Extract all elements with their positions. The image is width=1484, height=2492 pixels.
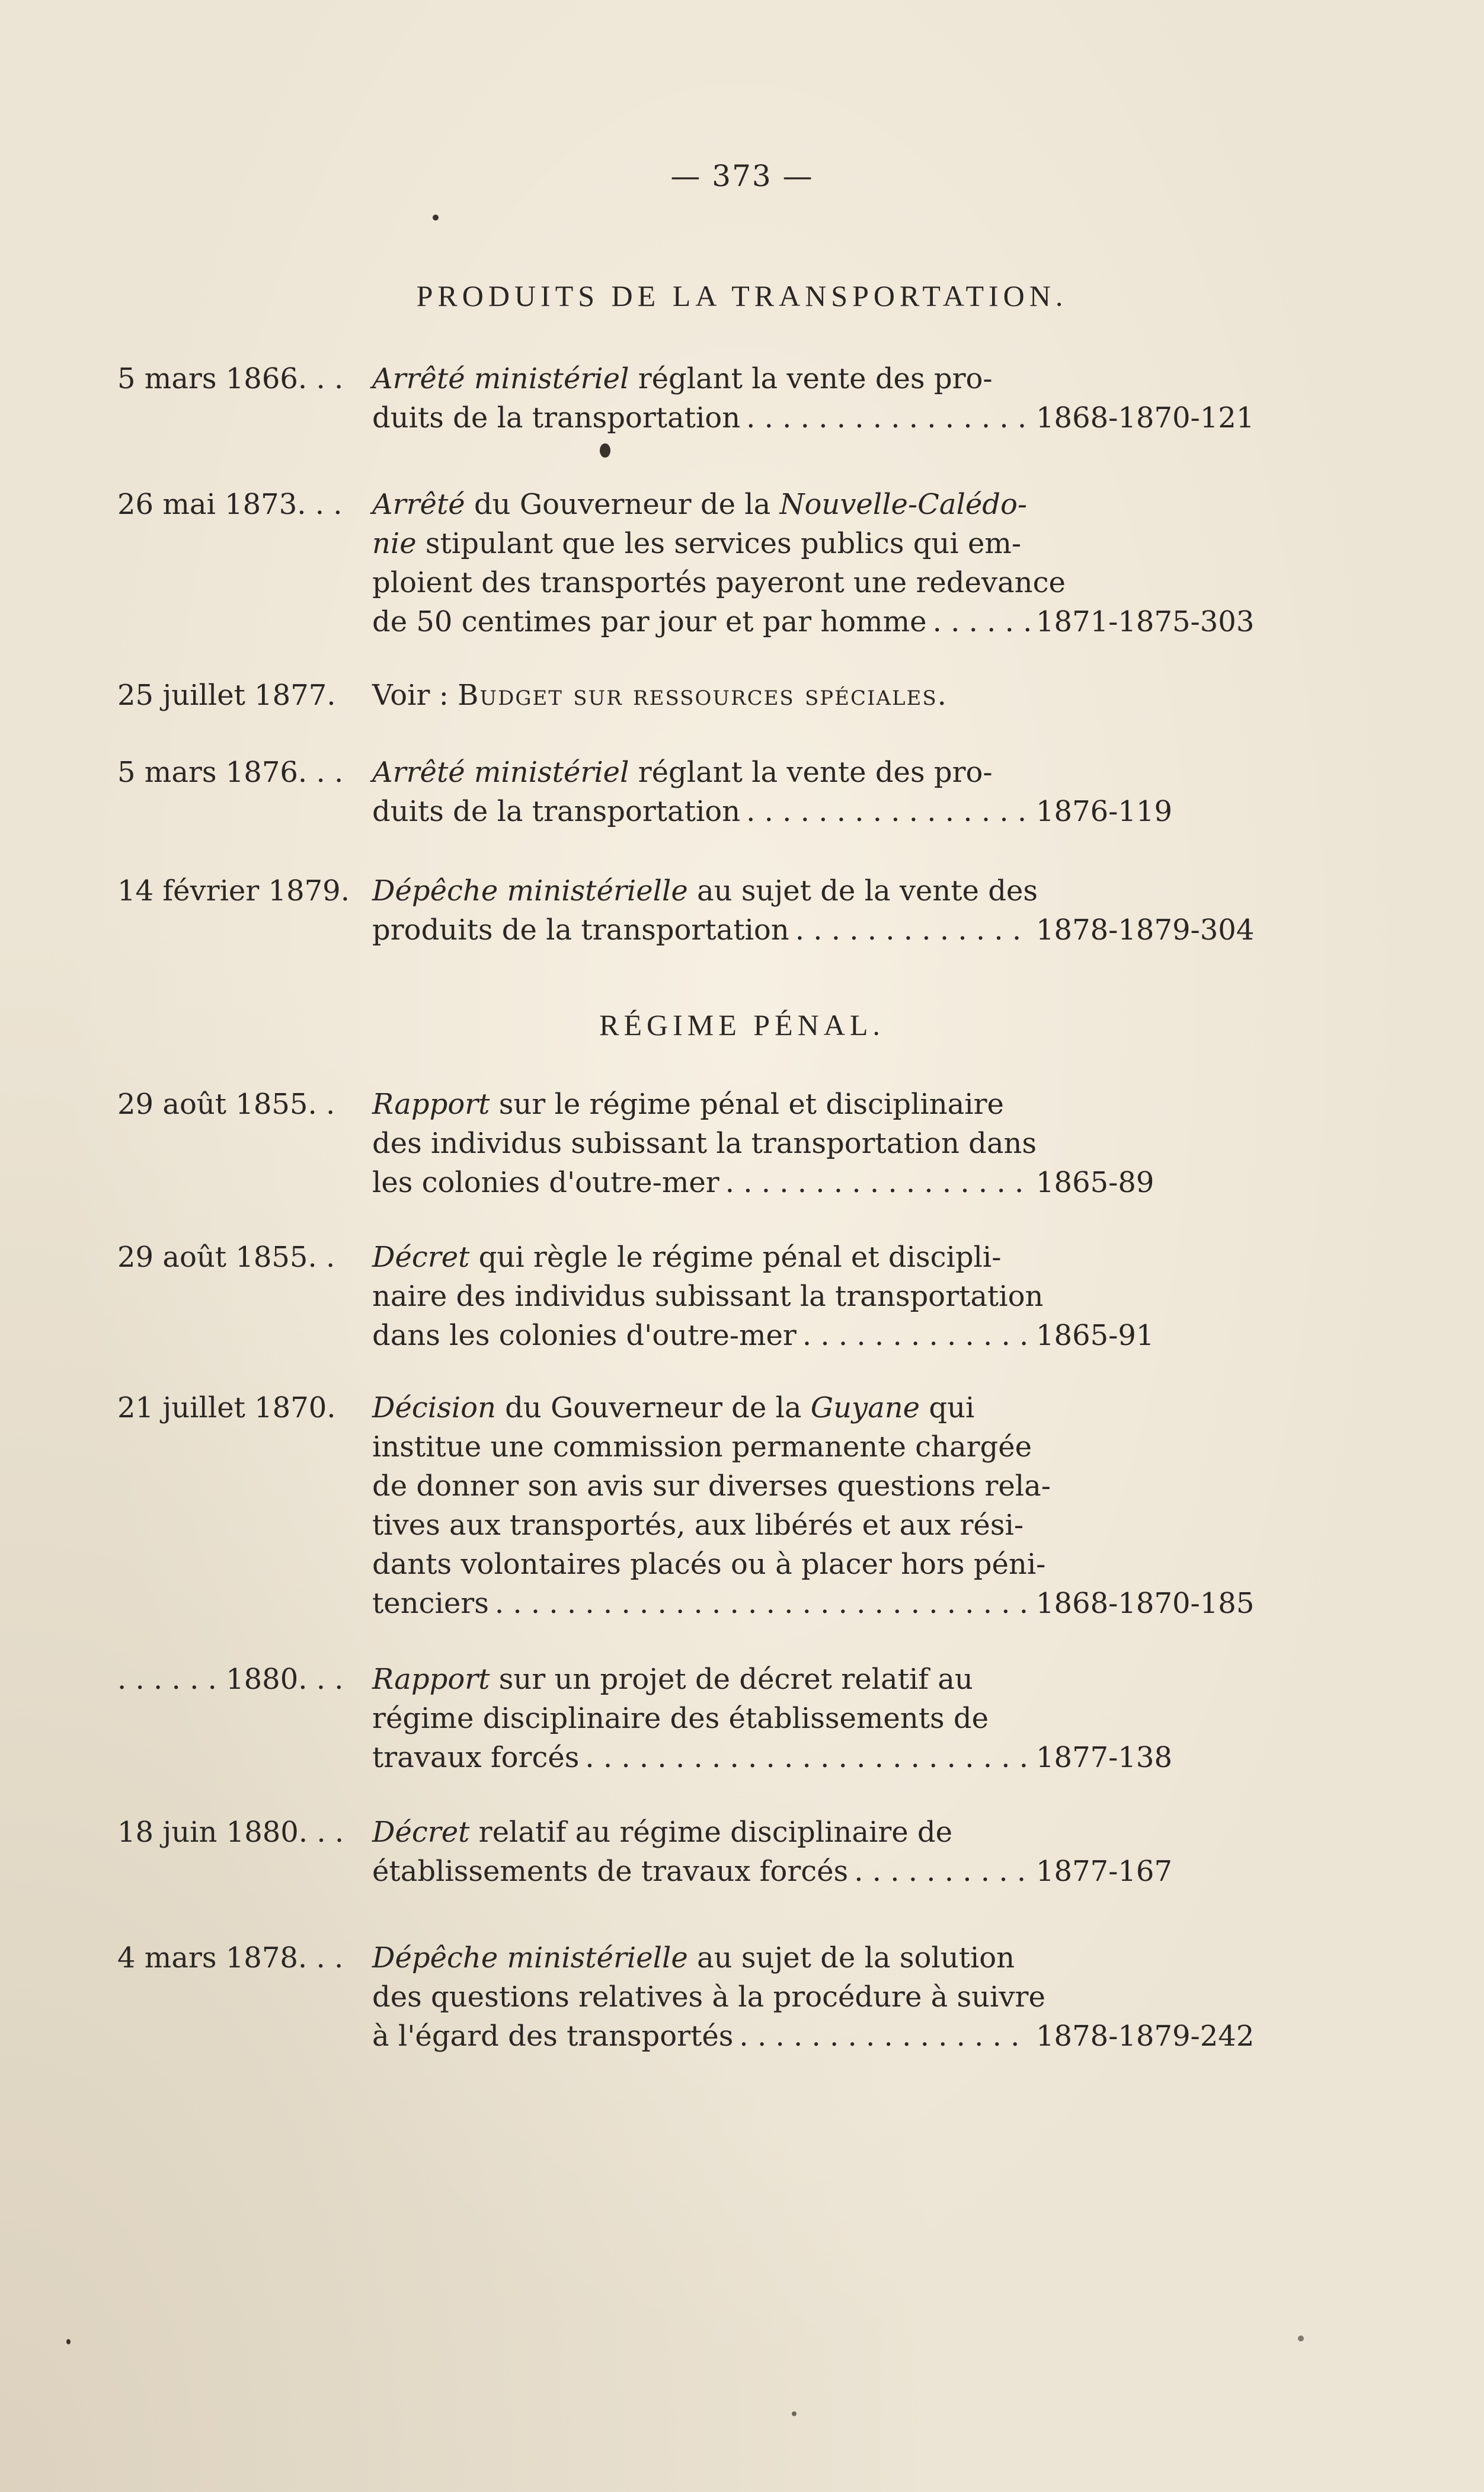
entry-line — [372, 563, 1273, 602]
line-text: tenciers — [372, 1587, 489, 1620]
entry-line — [372, 398, 1273, 437]
line-text: institue une commission permanente chargée — [372, 1430, 1032, 1464]
entry-line — [372, 676, 1273, 715]
line-text: qui règle le régime pénal et discipli- — [469, 1241, 1002, 1274]
entry-date: 29 août 1855. . — [117, 1088, 335, 1121]
line-text: qui — [920, 1391, 975, 1424]
reference-number: 1876-119 — [1036, 795, 1172, 828]
entry-line — [372, 1467, 1273, 1506]
italic-title: Décret — [372, 1241, 470, 1274]
entry-date: 26 mai 1873. . . — [117, 488, 343, 521]
line-text: les colonies d'outre-mer — [372, 1166, 719, 1199]
line-text: du Gouverneur de la — [495, 1391, 811, 1424]
line-text: tives aux transportés, aux libérés et aux rési- — [372, 1509, 1024, 1542]
entry-line — [372, 1660, 1273, 1699]
dot-leader — [795, 910, 1030, 950]
entry-line — [372, 1085, 1273, 1124]
entry-line — [372, 1277, 1273, 1316]
line-text: duits de la transportation — [372, 401, 741, 434]
italic-title: Décision — [372, 1391, 496, 1424]
italic-place: Guyane — [810, 1391, 920, 1424]
entry-date: 21 juillet 1870. — [117, 1391, 336, 1424]
line-text: dants volontaires placés ou à placer hors péni- — [372, 1548, 1046, 1581]
page-number: — 373 — — [670, 159, 814, 193]
reference-number: 1877-167 — [1036, 1855, 1172, 1888]
line-text: sur le régime pénal et disciplinaire — [490, 1088, 1004, 1121]
entry-text — [372, 1085, 1273, 1202]
dot-leader — [746, 398, 1030, 437]
entry-line — [372, 1699, 1273, 1738]
entry-text — [372, 485, 1273, 641]
line-text: Voir : — [372, 679, 458, 712]
italic-place: Nouvelle-Calédo- — [779, 488, 1028, 521]
section-title-produits: PRODUITS DE LA TRANSPORTATION. — [416, 279, 1068, 312]
paper-speck — [792, 2411, 797, 2416]
entry-line — [372, 1545, 1273, 1584]
line-text: des questions relatives à la procédure à suivre — [372, 1980, 1045, 2014]
italic-title: Décret — [372, 1816, 470, 1849]
line-text: au sujet de la vente des — [687, 874, 1038, 908]
entry-text — [372, 1660, 1273, 1777]
entry — [117, 753, 1303, 831]
italic-title: Arrêté ministériel — [372, 362, 629, 395]
line-text: du Gouverneur de la — [465, 488, 780, 521]
entry-line — [372, 1163, 1273, 1202]
line-text: à l'égard des transportés — [372, 2020, 734, 2053]
entry-line — [372, 485, 1273, 524]
dot-leader — [802, 1316, 1030, 1355]
entry-text — [372, 1388, 1273, 1623]
entry-date: 5 mars 1876. . . — [117, 756, 344, 789]
line-text: établissements de travaux forcés — [372, 1855, 849, 1888]
entry-date: 5 mars 1866. . . — [117, 362, 344, 395]
line-text: stipulant que les services publics qui em- — [416, 527, 1022, 560]
entry-line — [372, 1316, 1273, 1355]
dot-leader — [725, 1163, 1030, 1202]
dot-leader — [495, 1584, 1030, 1623]
entry-text — [372, 359, 1273, 437]
line-text: réglant la vente des pro- — [629, 756, 993, 789]
line-text: réglant la vente des pro- — [629, 362, 993, 395]
entry-line — [372, 359, 1273, 398]
entry-line — [372, 1388, 1273, 1427]
entry-line — [372, 1238, 1273, 1277]
italic-title: Dépêche ministérielle — [372, 874, 688, 908]
line-text: au sujet de la solution — [687, 1941, 1015, 1975]
entry-date: 25 juillet 1877. — [117, 679, 336, 712]
entry — [117, 1938, 1303, 2056]
entry-date: 4 mars 1878. . . — [117, 1941, 344, 1975]
paper-speck — [433, 215, 439, 221]
line-text: naire des individus subissant la transportation — [372, 1280, 1044, 1313]
entry-line — [372, 524, 1273, 563]
entry-line — [372, 1938, 1273, 1977]
line-text: duits de la transportation — [372, 795, 741, 828]
entry — [117, 1085, 1303, 1202]
reference-number: 1877-138 — [1036, 1741, 1172, 1774]
entry — [117, 359, 1303, 437]
italic-title: Arrêté — [372, 488, 465, 521]
italic-title: Arrêté ministériel — [372, 756, 629, 789]
entry-line — [372, 871, 1273, 910]
entry — [117, 676, 1303, 715]
entry-text — [372, 753, 1273, 831]
line-text: de donner son avis sur diverses questions rela- — [372, 1469, 1051, 1503]
entry-line — [372, 1427, 1273, 1467]
reference-number: 1871-1875-303 — [1036, 605, 1255, 638]
reference-number: 1865-89 — [1036, 1166, 1154, 1199]
entry-line — [372, 910, 1273, 950]
entry-line — [372, 602, 1273, 641]
entry-line — [372, 1852, 1273, 1891]
reference-number: 1865-91 — [1036, 1319, 1154, 1352]
entry — [117, 1813, 1303, 1891]
cross-reference: Budget sur ressources spéciales. — [458, 679, 948, 712]
reference-number: 1868-1870-185 — [1036, 1587, 1255, 1620]
entry-date: . . . . . . 1880. . . — [117, 1663, 344, 1696]
paper-speck — [66, 2339, 71, 2344]
dot-leader — [854, 1852, 1030, 1891]
entry-text — [372, 871, 1273, 950]
entry — [117, 871, 1303, 950]
entry — [117, 485, 1303, 641]
entry-date: 14 février 1879. — [117, 874, 350, 908]
italic-title: Dépêche ministérielle — [372, 1941, 688, 1975]
entry-date: 18 juin 1880. . . — [117, 1816, 344, 1849]
dot-leader — [933, 602, 1030, 641]
entry-line — [372, 1506, 1273, 1545]
entry-line — [372, 2017, 1273, 2056]
entry-text — [372, 1813, 1273, 1891]
entry — [117, 1238, 1303, 1355]
italic-title: Rapport — [372, 1088, 490, 1121]
reference-number: 1878-1879-304 — [1036, 913, 1255, 947]
entry-text — [372, 1238, 1273, 1355]
paper-speck — [600, 443, 610, 458]
entry-line — [372, 792, 1273, 831]
entry-line — [372, 1813, 1273, 1852]
entry-line — [372, 753, 1273, 792]
italic-place: nie — [372, 527, 417, 560]
reference-number: 1878-1879-242 — [1036, 2020, 1255, 2053]
section-title-regime-penal: RÉGIME PÉNAL. — [599, 1008, 885, 1041]
entry-text — [372, 676, 1273, 715]
line-text: de 50 centimes par jour et par homme — [372, 605, 927, 638]
entry-line — [372, 1977, 1273, 2017]
line-text: relatif au régime disciplinaire de — [469, 1816, 953, 1849]
line-text: ploient des transportés payeront une redevance — [372, 566, 1066, 599]
line-text: des individus subissant la transportation dans — [372, 1127, 1037, 1160]
dot-leader — [739, 2017, 1030, 2056]
line-text: sur un projet de décret relatif au — [490, 1663, 973, 1696]
italic-title: Rapport — [372, 1663, 490, 1696]
entry-line — [372, 1584, 1273, 1623]
entry-line — [372, 1124, 1273, 1163]
entry-line — [372, 1738, 1273, 1777]
entry — [117, 1660, 1303, 1777]
line-text: produits de la transportation — [372, 913, 789, 947]
dot-leader — [746, 792, 1030, 831]
paper-speck — [1298, 2336, 1304, 2341]
line-text: régime disciplinaire des établissements de — [372, 1702, 989, 1735]
reference-number: 1868-1870-121 — [1036, 401, 1255, 434]
entry-date: 29 août 1855. . — [117, 1241, 335, 1274]
line-text: travaux forcés — [372, 1741, 580, 1774]
entry — [117, 1388, 1303, 1623]
dot-leader — [585, 1738, 1030, 1777]
line-text: dans les colonies d'outre-mer — [372, 1319, 797, 1352]
entry-text — [372, 1938, 1273, 2056]
